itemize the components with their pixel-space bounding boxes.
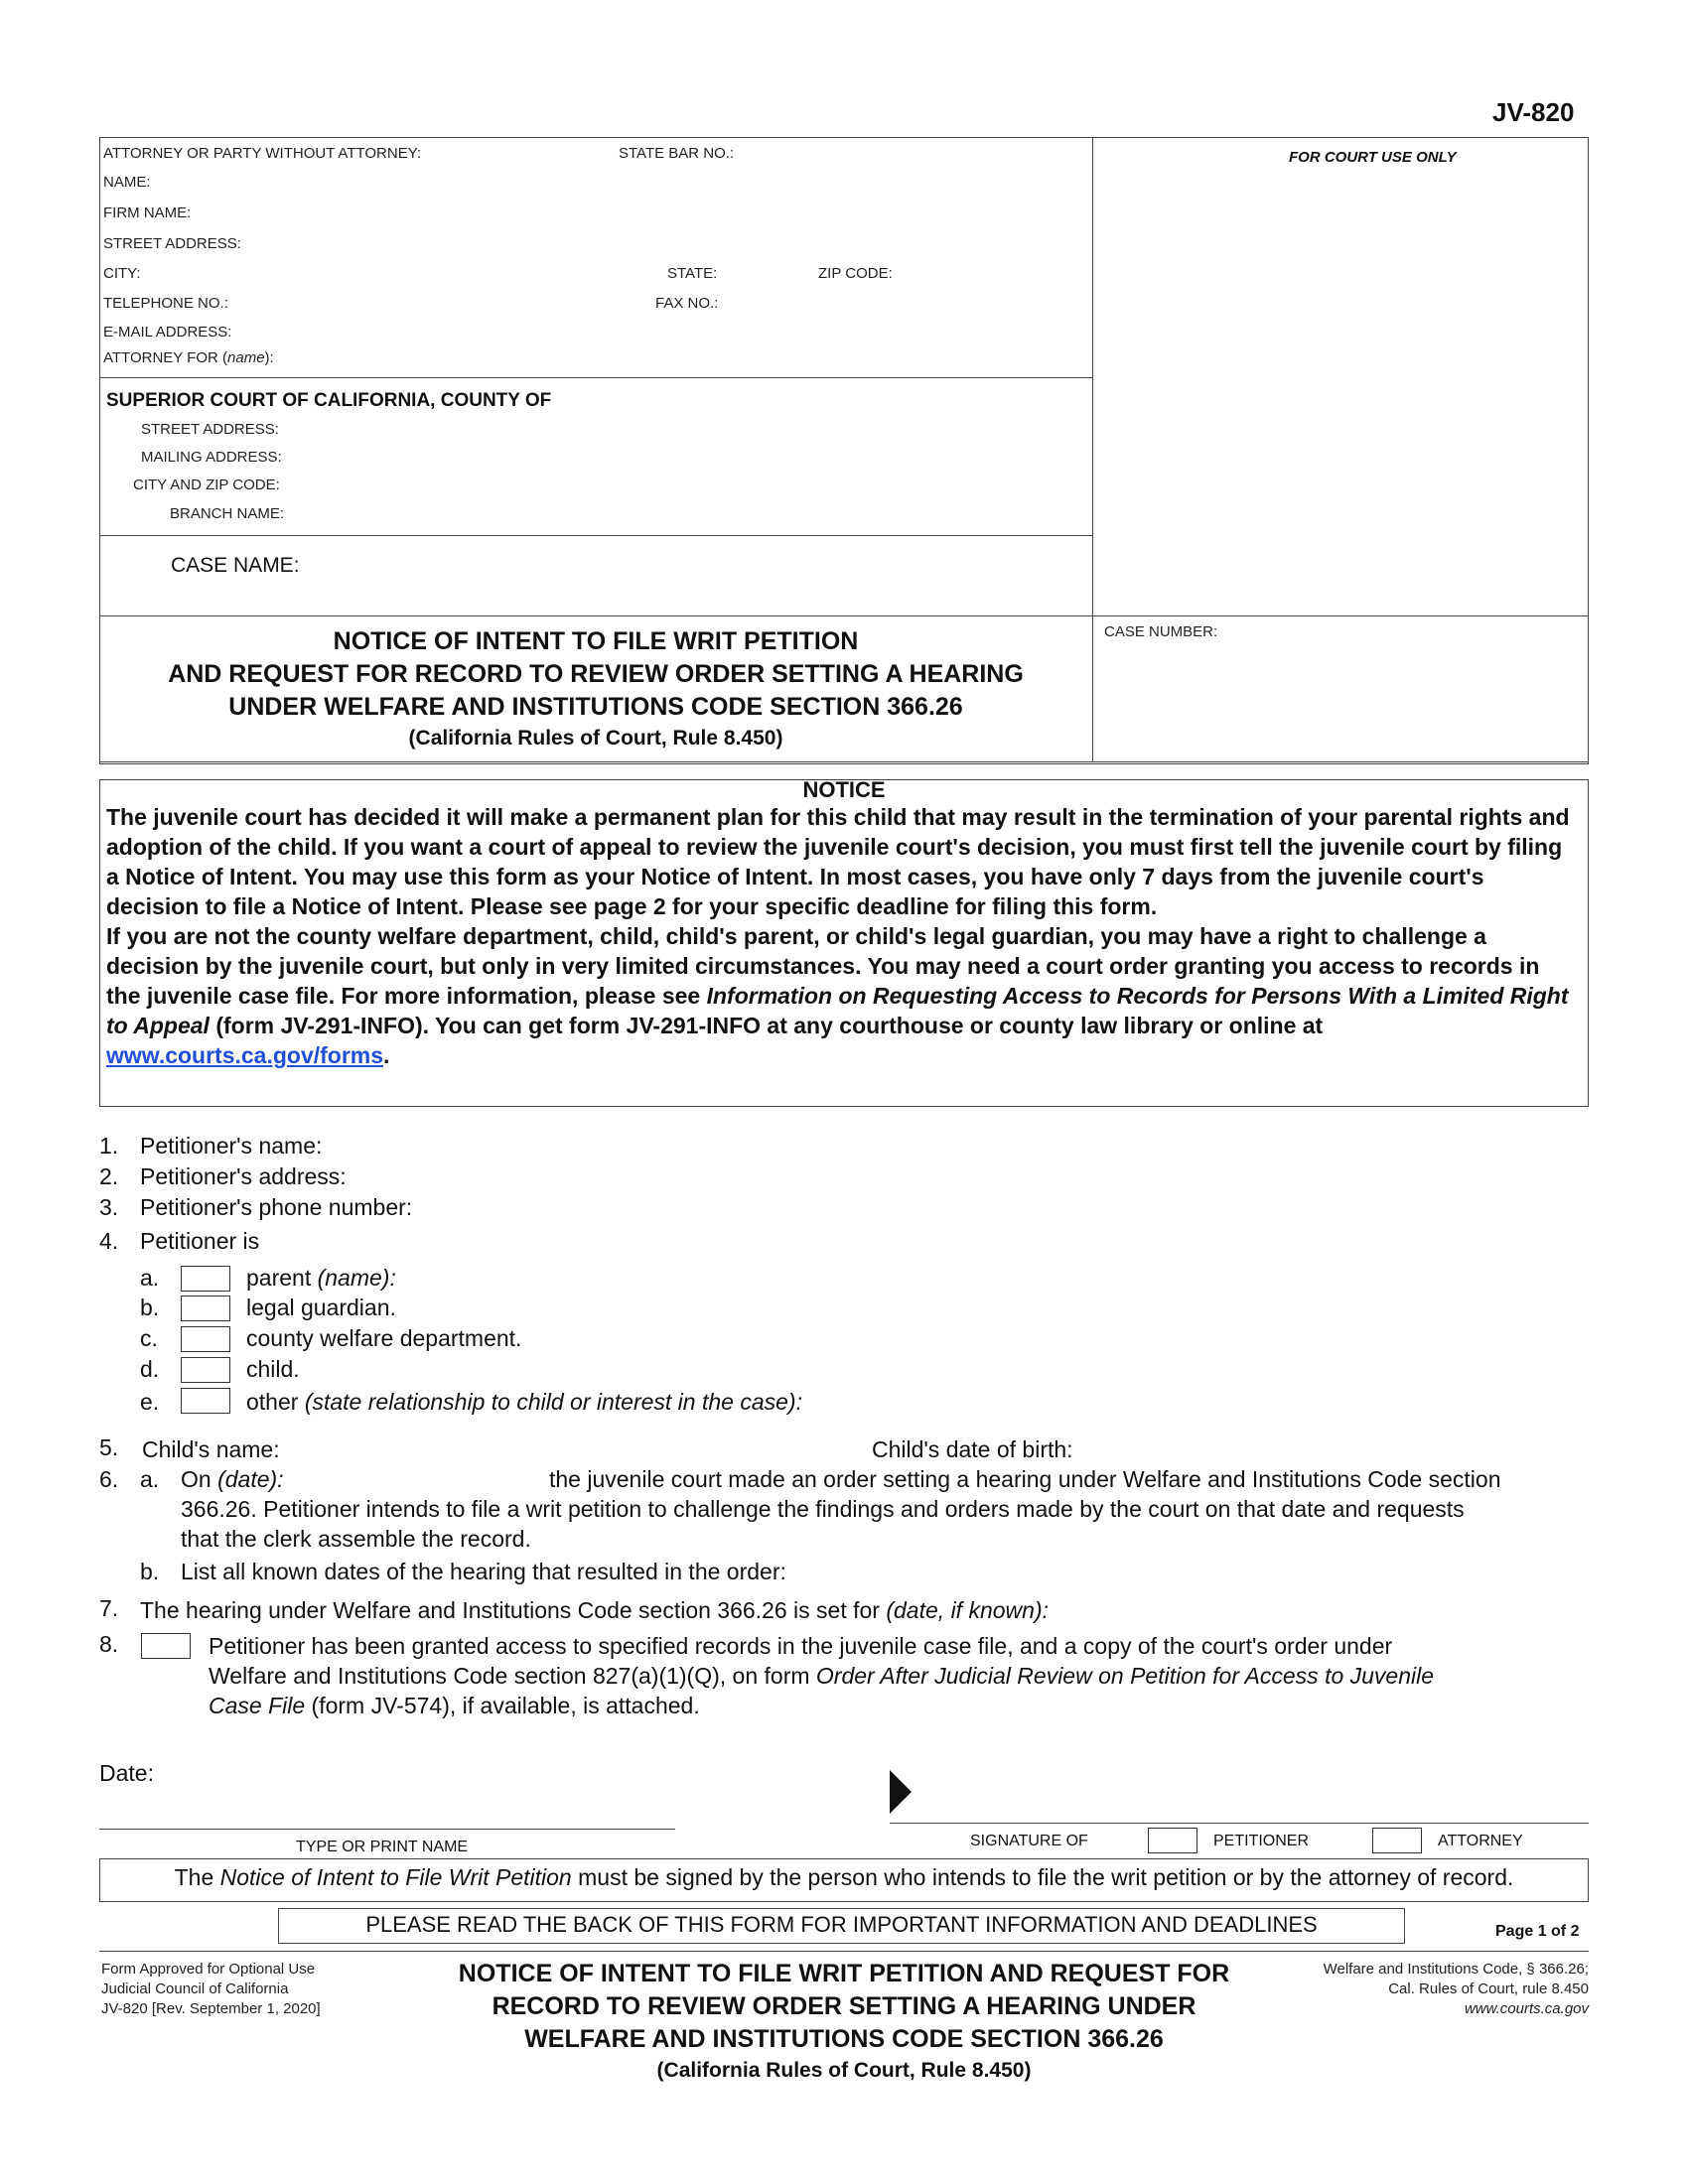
page-number: Page 1 of 2 xyxy=(1495,1923,1580,1940)
court-street-label: STREET ADDRESS: xyxy=(141,421,279,438)
legal-guardian-checkbox[interactable] xyxy=(181,1296,230,1321)
form-approval: Form Approved for Optional Use Judicial Council of California JV-820 [Rev. September 1, 2020] xyxy=(101,1961,321,2017)
court-city-zip-label: CITY AND ZIP CODE: xyxy=(133,477,280,493)
attorney-for-label: ATTORNEY FOR (name): xyxy=(103,349,274,366)
email-label: E-MAIL ADDRESS: xyxy=(103,324,232,341)
parent-option: parent (name): xyxy=(246,1265,396,1291)
date-label: Date: xyxy=(99,1760,154,1786)
access-granted-checkbox[interactable] xyxy=(141,1633,191,1659)
petitioner-phone-label: Petitioner's phone number: xyxy=(140,1194,413,1220)
notice-heading: NOTICE xyxy=(802,777,886,802)
county-welfare-checkbox[interactable] xyxy=(181,1326,230,1352)
court-branch-label: BRANCH NAME: xyxy=(170,505,285,522)
county-welfare-option: county welfare department. xyxy=(246,1325,522,1351)
arrow-icon xyxy=(890,1770,912,1814)
signature-attorney-checkbox[interactable] xyxy=(1372,1828,1422,1853)
signature-petitioner-checkbox[interactable] xyxy=(1148,1828,1197,1853)
firm-name-label: FIRM NAME: xyxy=(103,205,192,221)
form-id: JV-820 xyxy=(1492,97,1575,127)
name-line[interactable] xyxy=(99,1829,675,1830)
type-name-label: TYPE OR PRINT NAME xyxy=(296,1839,469,1855)
legal-guardian-option: legal guardian. xyxy=(246,1295,396,1320)
child-dob-label: Child's date of birth: xyxy=(872,1436,1073,1462)
access-granted-text: Petitioner has been granted access to specified records in the juvenile case file, and a copy of the court's order under Welfare and Institutions Code section 827(a)(1)(Q), on form Order After Judicial Review on Petition for Access to Juvenile Case File (form JV-574), if available, is attached. xyxy=(209,1633,1435,1718)
petitioner-is-label: Petitioner is xyxy=(140,1228,260,1254)
signature-line[interactable] xyxy=(890,1823,1589,1824)
attorney-label: ATTORNEY OR PARTY WITHOUT ATTORNEY: xyxy=(103,145,422,162)
other-option: other (state relationship to child or interest in the case): xyxy=(246,1389,802,1415)
zip-code-label: ZIP CODE: xyxy=(818,265,893,282)
form-title: NOTICE OF INTENT TO FILE WRIT PETITION AND REQUEST FOR RECORD TO REVIEW ORDER SETTING A HEARING UNDER WELFARE AND INSTITUTIONS CODE SECTION 366.26 (California Rules of Court, Rule 8.450) xyxy=(168,627,1024,750)
child-name-label: Child's name: xyxy=(142,1436,280,1462)
footer-title: NOTICE OF INTENT TO FILE WRIT PETITION AND REQUEST FOR RECORD TO REVIEW ORDER SETTING A HEARING UNDER WELFARE AND INSTITUTIONS CODE SECTION 366.26 (California Rules of Court, Rule 8.450) xyxy=(458,1960,1230,2082)
court-mailing-label: MAILING ADDRESS: xyxy=(141,449,282,466)
telephone-label: TELEPHONE NO.: xyxy=(103,295,228,312)
street-address-label: STREET ADDRESS: xyxy=(103,235,241,252)
footer-citations: Welfare and Institutions Code, § 366.26; Cal. Rules of Court, rule 8.450 www.courts.ca.gov xyxy=(1231,1960,1589,2019)
state-bar-label: STATE BAR NO.: xyxy=(619,145,735,162)
case-name-label: CASE NAME: xyxy=(171,554,300,577)
case-number-label: CASE NUMBER: xyxy=(1104,623,1218,640)
attorney-label-sig: ATTORNEY xyxy=(1438,1833,1523,1849)
superior-court-label: SUPERIOR COURT OF CALIFORNIA, COUNTY OF xyxy=(106,390,552,411)
courts-forms-link[interactable]: www.courts.ca.gov/forms xyxy=(106,1042,384,1068)
parent-checkbox[interactable] xyxy=(181,1266,230,1292)
child-checkbox[interactable] xyxy=(181,1357,230,1383)
state-label: STATE: xyxy=(667,265,718,282)
hearing-dates-label: List all known dates of the hearing that resulted in the order: xyxy=(181,1559,786,1584)
petitioner-address-label: Petitioner's address: xyxy=(140,1163,347,1189)
fax-label: FAX NO.: xyxy=(655,295,719,312)
read-back-note: PLEASE READ THE BACK OF THIS FORM FOR IMPORTANT INFORMATION AND DEADLINES xyxy=(365,1912,1318,1937)
courts-website: www.courts.ca.gov xyxy=(1464,2000,1589,2017)
signature-of-label: SIGNATURE OF xyxy=(970,1833,1088,1849)
other-checkbox[interactable] xyxy=(181,1388,230,1414)
order-date-label: On (date): xyxy=(181,1466,284,1492)
petitioner-name-label: Petitioner's name: xyxy=(140,1133,323,1159)
notice-body: The juvenile court has decided it will make a permanent plan for this child that may result in the termination of your parental rights and adoption of the child. If you want a court of appeal to review the juvenile court's decision, you must first tell the juvenile court by filing a Notice of Intent. You may use this form as your Notice of Intent. In most cases, you have only 7 days from the juvenile court's decision to file a Notice of Intent. Please see page 2 for your specific deadline for filing this form. If you are not the county welfare department, child, child's parent, or child's legal guardian, you may have a right to challenge a decision by the juvenile court, but only in very limited circumstances. You may need a court order granting you access to records in the juvenile case file. For more information, please see Information on Requesting Access to Records for Persons With a Limited Right to Appeal (form JV-291-INFO). You can get form JV-291-INFO at any courthouse or county law library or online at www.courts.ca.gov/forms. xyxy=(106,804,1570,1068)
petitioner-label: PETITIONER xyxy=(1213,1833,1310,1849)
name-label: NAME: xyxy=(103,174,151,191)
city-label: CITY: xyxy=(103,265,141,282)
court-use-label: FOR COURT USE ONLY xyxy=(1289,149,1457,166)
sign-note: The Notice of Intent to File Writ Petition must be signed by the person who intends to file the writ petition or by the attorney of record. xyxy=(174,1864,1514,1890)
child-option: child. xyxy=(246,1356,300,1382)
hearing-set-label: The hearing under Welfare and Institutions Code section 366.26 is set for (date, if known): xyxy=(140,1597,1049,1623)
